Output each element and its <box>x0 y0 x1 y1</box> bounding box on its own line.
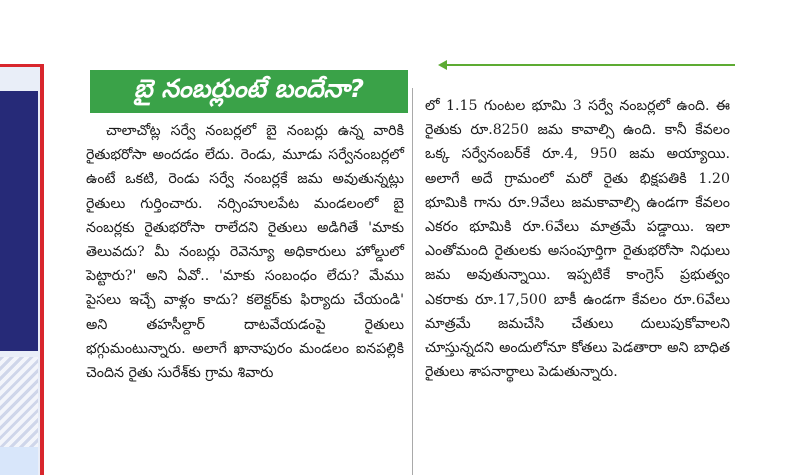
adjacent-hatch-block <box>0 357 38 447</box>
adjacent-article-strip <box>0 64 44 475</box>
column-divider <box>412 88 413 475</box>
article-column-right: లో 1.15 గుంటల భూమి 3 సర్వే నంబర్లలో ఉంది. ఈ రైతుకు రూ.8250 జమ కావాల్సి ఉంది. కానీ కేవలం ఒక్క సర్వేనంబర్‌కే రూ.4, 950 జమ అయ్యాయి. అలాగే అదే గ్రామంలో మరో రైతు భిక్షపతికి 1.20 భూమికి గాను రూ.9వేలు జమకావాల్సి ఉండగా కేవలం ఎకరం భూమికి రూ.6వేలు మాత్రమే పడ్డాయి. ఇలా ఎంతోమంది రైతులకు అసంపూర్తిగా రైతుభరోసా నిధులు జమ అవుతున్నాయి. ఇప్పటికే కాంగ్రెస్ ప్రభుత్వం ఎకరాకు రూ.17,500 బాకీ ఉండగా కేవలం రూ.6వేలు మాత్రమే జమచేసి చేతులు దులుపుకోవాలని చూస్తున్నదని అందులోనూ కోతలు పెడతారా అని బాధిత రైతులు శాపనార్థాలు పెడుతున్నారు. <box>425 98 730 381</box>
headline-banner <box>90 70 408 113</box>
top-arrow-icon <box>438 60 447 70</box>
article-column-left: చాలాచోట్ల సర్వే నంబర్లలో బై నంబర్లు ఉన్న వారికి రైతుభరోసా అందడం లేదు. రెండు, మూడు సర్వేనంబర్లలో ఉంటే ఒకటి, రెండు సర్వే నంబర్లకే జమ అవుతున్నట్లు రైతులు గుర్తించారు. నర్సింహులపేట మండలంలో బై నంబర్లకు రైతుభరోసా రాలేదని రైతులు అడిగితే 'మాకు తెలువదు? మీ నంబర్లు రెవెన్యూ అధికారులు హోల్డులో పెట్టారు?' అని ఏవో.. 'మాకు సంబంధం లేదు? మేము పైసలు ఇచ్చే వాళ్లం కాదు? కలెక్టర్‌కు ఫిర్యాదు చేయండి' అని తహసీల్దార్ దాటవేయడంపై రైతులు భగ్గుమంటున్నారు. అలాగే ఖానాపురం మండలం ఐనపల్లికి చెందిన రైతు సురేశ్‌కు గ్రామ శివారు <box>86 123 404 382</box>
adjacent-navy-block <box>0 91 38 351</box>
adjacent-lightblue-block <box>0 447 38 475</box>
top-green-rule <box>445 64 735 66</box>
headline: బై నంబర్లుంటే బందేనా? <box>133 73 365 103</box>
